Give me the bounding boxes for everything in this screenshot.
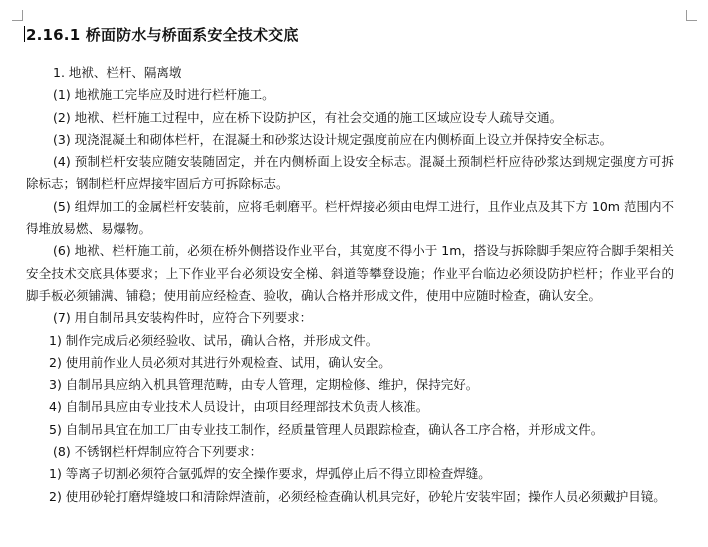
paragraph-item-4: (4) 预制栏杆安装应随安装随固定，并在内侧桥面上设安全标志。混凝土预制栏杆应待砂浆达到规定强度方可拆除标志；钢制栏杆应焊接牢固后方可拆除标志。 — [26, 154, 674, 192]
section-heading-text: 2.16.1 桥面防水与桥面系安全技术交底 — [26, 26, 299, 44]
paragraph-item-2: (2) 地袱、栏杆施工过程中，应在桥下设防护区，有社会交通的施工区域应设专人疏导交通。 — [53, 109, 563, 125]
list-item-7-3: 3) 自制吊具应纳入机具管理范畴，由专人管理，定期检修、维护，保持完好。 — [49, 377, 479, 393]
list-item-7-4: 4) 自制吊具应由专业技术人员设计，由项目经理部技术负责人核准。 — [49, 399, 429, 415]
page-corner-mark-top-right — [686, 10, 697, 21]
list-item-8-2: 2) 使用砂轮打磨焊缝坡口和清除焊渣前，必须经检查确认机具完好，砂轮片安装牢固；操作人员必须戴护目镜。 — [49, 488, 666, 504]
paragraph-item-7: (7) 用自制吊具安装构件时，应符合下列要求： — [53, 310, 313, 326]
paragraph-item-1: (1) 地袱施工完毕应及时进行栏杆施工。 — [53, 87, 275, 103]
list-item-7-1: 1) 制作完成后必须经验收、试吊，确认合格，并形成文件。 — [49, 332, 379, 348]
list-item-7-5: 5) 自制吊具宜在加工厂由专业技工制作，经质量管理人员跟踪检查，确认各工序合格，并形成文件。 — [49, 421, 604, 437]
paragraph-item-3: (3) 现浇混凝土和砌体栏杆，在混凝土和砂浆达设计规定强度前应在内侧桥面上设立并保持安全标志。 — [53, 131, 613, 147]
list-item-7-2: 2) 使用前作业人员必须对其进行外观检查、试用，确认安全。 — [49, 354, 391, 370]
section-heading — [24, 24, 299, 46]
document-body — [26, 62, 674, 508]
paragraph-item-6: (6) 地袱、栏杆施工前，必须在桥外侧搭设作业平台，其宽度不得小于 1m，搭设与拆除脚手架应符合脚手架相关安全技术交底具体要求；上下作业平台必须设安全梯、斜道等攀登设施；作业平台临边必须设防护栏杆；作业平台的脚手板必须铺满、铺稳；使用前应经检查、验收，确认合格并形成文件，使用中应随时检查，确认安全。 — [26, 243, 674, 303]
list-item-8-1: 1) 等离子切割必须符合氩弧焊的安全操作要求，焊弧停止后不得立即检查焊缝。 — [49, 466, 491, 482]
paragraph-item-8: (8) 不锈钢栏杆焊制应符合下列要求： — [53, 444, 263, 460]
paragraph-subsection-title: 1. 地袱、栏杆、隔离墩 — [53, 65, 182, 80]
page-corner-mark-top-left — [12, 10, 23, 21]
text-cursor — [24, 26, 25, 42]
paragraph-item-5: (5) 组焊加工的金属栏杆安装前，应将毛刺磨平。栏杆焊接必须由电焊工进行，且作业点及其下方 10m 范围内不得堆放易燃、易爆物。 — [26, 198, 674, 237]
